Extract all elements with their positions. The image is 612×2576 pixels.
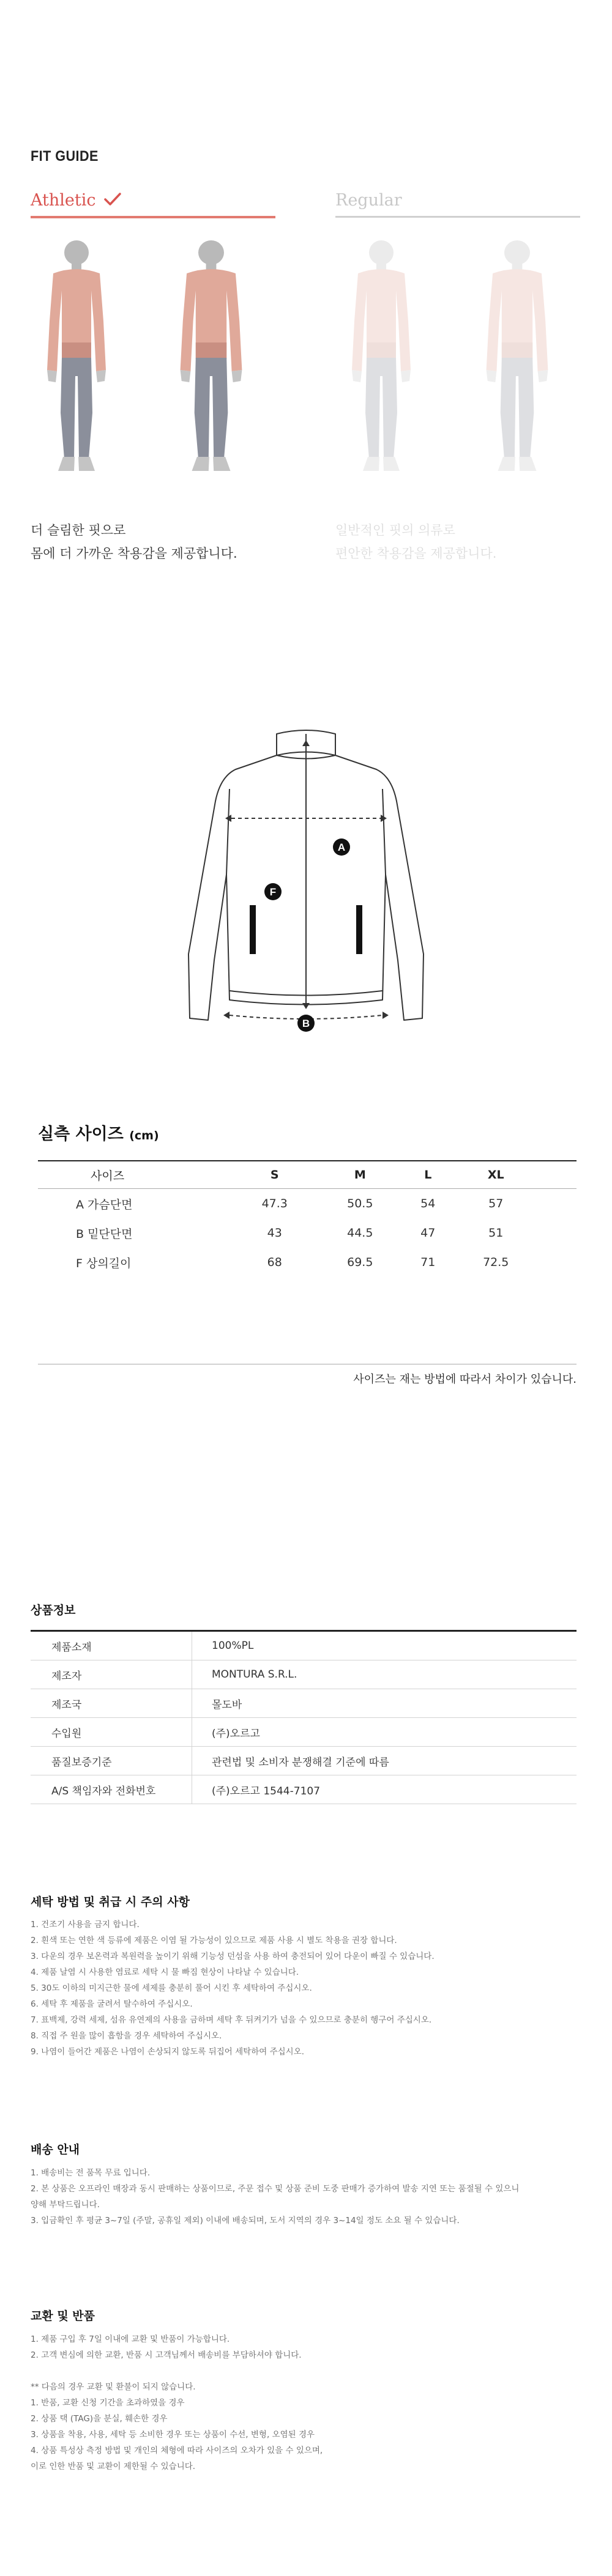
info-value: MONTURA S.R.L. — [212, 1668, 297, 1681]
athletic-underline — [31, 216, 275, 218]
size-chart-table — [38, 1160, 577, 1277]
care-list — [31, 1917, 435, 2060]
regular-desc-line-2: 편안한 착용감을 제공합니다. — [335, 546, 497, 561]
list-item: 2. 본 상품은 오프라인 매장과 동시 판매하는 상품이므로, 주문 접수 및 상품 준비 도중 판매가 증가하여 발송 지연 또는 품절될 수 있으니 — [31, 2184, 520, 2194]
list-item — [31, 2363, 323, 2379]
list-item: 이로 인한 반품 및 교환이 제한될 수 있습니다. — [31, 2462, 196, 2471]
table-row — [38, 1248, 577, 1277]
info-key: 수입원 — [31, 1718, 192, 1747]
table-row — [31, 1660, 577, 1689]
list-item: 5. 30도 이하의 미지근한 물에 세제를 충분히 풀어 시킨 후 세탁하여 주십시오. — [31, 1983, 312, 1993]
row-label: F 상의길이 — [76, 1256, 132, 1270]
athletic-desc-line-2: 몸에 더 가까운 착용감을 제공합니다. — [31, 546, 237, 561]
cell: 57 — [488, 1197, 504, 1210]
size-chart-title-text: 실측 사이즈 — [38, 1125, 124, 1144]
marker-b — [297, 1015, 315, 1032]
info-value: 몰도바 — [212, 1698, 242, 1711]
athletic-description — [31, 519, 237, 565]
table-row — [38, 1189, 577, 1219]
product-info-table — [31, 1630, 577, 1804]
tab-athletic[interactable] — [31, 191, 122, 210]
list-item: 2. 상품 택 (TAG)을 분실, 훼손한 경우 — [31, 2414, 168, 2424]
size-header-s: S — [270, 1168, 279, 1182]
athletic-figure-male — [162, 229, 260, 474]
size-header-label: 사이즈 — [91, 1169, 125, 1183]
exchange-title: 교환 및 반품 — [31, 2309, 95, 2323]
list-item: 4. 제품 날염 시 사용한 염료로 세탁 시 물 빠짐 현상이 나타날 수 있습니다. — [31, 1967, 299, 1977]
info-value: 100%PL — [212, 1640, 254, 1652]
list-item: 7. 표백제, 강력 세제, 섬유 유연제의 사용을 금하며 세탁 후 뒤켜기가 넘을 수 있으므로 충분히 헹구어 주십시오. — [31, 2015, 432, 2025]
tab-regular[interactable] — [335, 191, 402, 210]
size-header-l: L — [424, 1168, 432, 1182]
list-item: ** 다음의 경우 교환 및 환불이 되지 않습니다. — [31, 2382, 196, 2392]
size-header-m: M — [354, 1168, 366, 1182]
exchange-list — [31, 2331, 323, 2474]
size-header-spacer — [539, 1161, 577, 1189]
list-item: 2. 고객 변심에 의한 교환, 반품 시 고객님께서 배송비를 부담하셔야 합니다. — [31, 2350, 302, 2360]
list-item: 3. 입금확인 후 평균 3~7일 (주말, 공휴일 제외) 이내에 배송되며, 도서 지역의 경우 3~14일 정도 소요 될 수 있습니다. — [31, 2216, 460, 2226]
regular-figure-female — [332, 229, 430, 474]
svg-text:A: A — [337, 842, 346, 853]
list-item: 1. 반품, 교환 신청 기간을 초과하였을 경우 — [31, 2398, 185, 2408]
fit-guide-title: FIT GUIDE — [31, 148, 99, 165]
cell: 47 — [420, 1226, 436, 1240]
cell: 51 — [488, 1226, 504, 1240]
table-row — [31, 1747, 577, 1775]
athletic-figure-female — [28, 229, 125, 474]
regular-figure-male — [468, 229, 566, 474]
row-label: B 밑단단면 — [76, 1227, 133, 1241]
shipping-title: 배송 안내 — [31, 2143, 80, 2156]
cell: 44.5 — [347, 1226, 373, 1240]
care-title: 세탁 방법 및 취급 시 주의 사항 — [31, 1895, 190, 1909]
table-row — [31, 1689, 577, 1718]
svg-text:F: F — [269, 886, 277, 898]
table-row — [38, 1218, 577, 1248]
cell: 68 — [267, 1256, 282, 1269]
checkmark-icon — [103, 192, 122, 207]
list-item: 3. 상품을 착용, 사용, 세탁 등 소비한 경우 또는 상품이 수선, 변형, 오염된 경우 — [31, 2430, 315, 2440]
size-note: 사이즈는 재는 방법에 따라서 차이가 있습니다. — [353, 1373, 577, 1386]
cell: 54 — [420, 1197, 436, 1210]
info-value: (주)오르고 — [212, 1727, 260, 1740]
info-key: 제품소재 — [31, 1631, 192, 1660]
list-item: 3. 다운의 경우 보온력과 복원력을 높이기 위해 기능성 던섬을 사용 하여 충전되어 있어 다운이 빠질 수 있습니다. — [31, 1952, 435, 1961]
table-row — [31, 1631, 577, 1660]
info-key: A/S 책임자와 전화번호 — [31, 1775, 192, 1804]
athletic-desc-line-1: 더 슬림한 핏으로 — [31, 523, 126, 538]
info-key: 제조자 — [31, 1660, 192, 1689]
row-label: A 가슴단면 — [76, 1197, 133, 1212]
cell: 71 — [420, 1256, 436, 1269]
info-key: 품질보증기준 — [31, 1747, 192, 1775]
list-item: 9. 나염이 들어간 제품은 나염이 손상되지 않도록 뒤집어 세탁하여 주십시오. — [31, 2047, 305, 2057]
marker-f — [264, 883, 282, 900]
info-key: 제조국 — [31, 1689, 192, 1718]
size-chart-title — [38, 1120, 159, 1144]
cell: 47.3 — [261, 1197, 288, 1210]
svg-text:B: B — [302, 1018, 310, 1029]
athletic-label: Athletic — [31, 191, 96, 210]
cell: 50.5 — [347, 1197, 373, 1210]
cell: 69.5 — [347, 1256, 373, 1269]
marker-a — [333, 838, 350, 856]
info-value: 관련법 및 소비자 분쟁해결 기준에 따름 — [212, 1756, 389, 1769]
list-item: 2. 흰색 또는 연한 색 등류에 제품은 이염 될 가능성이 있으므로 제품 사용 시 별도 착용을 권장 합니다. — [31, 1936, 397, 1945]
list-item: 4. 상품 특성상 측정 방법 및 개인의 체형에 따라 사이즈의 오차가 있을 수 있으며, — [31, 2446, 323, 2456]
list-item: 양해 부탁드립니다. — [31, 2200, 100, 2210]
cell: 43 — [267, 1226, 282, 1240]
regular-label: Regular — [335, 191, 402, 210]
list-item: 1. 배송비는 전 품목 무료 입니다. — [31, 2168, 151, 2178]
product-info-title: 상품정보 — [31, 1604, 76, 1617]
jacket-measurement-diagram — [171, 722, 441, 1040]
list-item: 1. 제품 구입 후 7일 이내에 교환 및 반품이 가능합니다. — [31, 2334, 230, 2344]
cell: 72.5 — [483, 1256, 509, 1269]
size-chart-unit: (cm) — [129, 1129, 159, 1142]
list-item: 8. 직접 주 원을 많이 흡함을 경우 세탁하여 주십시오. — [31, 2031, 222, 2041]
shipping-list — [31, 2165, 519, 2229]
table-row — [31, 1775, 577, 1804]
list-item: 1. 건조기 사용을 금지 합니다. — [31, 1920, 140, 1930]
regular-underline — [335, 216, 580, 218]
list-item: 6. 세탁 후 제품을 굴려서 탈수하여 주십시오. — [31, 1999, 193, 2009]
size-chart-header-row — [38, 1161, 577, 1189]
size-header-xl: XL — [487, 1168, 504, 1182]
table-row — [31, 1718, 577, 1747]
info-value: (주)오르고 1544-7107 — [212, 1785, 321, 1797]
regular-description — [335, 519, 496, 565]
regular-desc-line-1: 일반적인 핏의 의류로 — [335, 523, 455, 538]
